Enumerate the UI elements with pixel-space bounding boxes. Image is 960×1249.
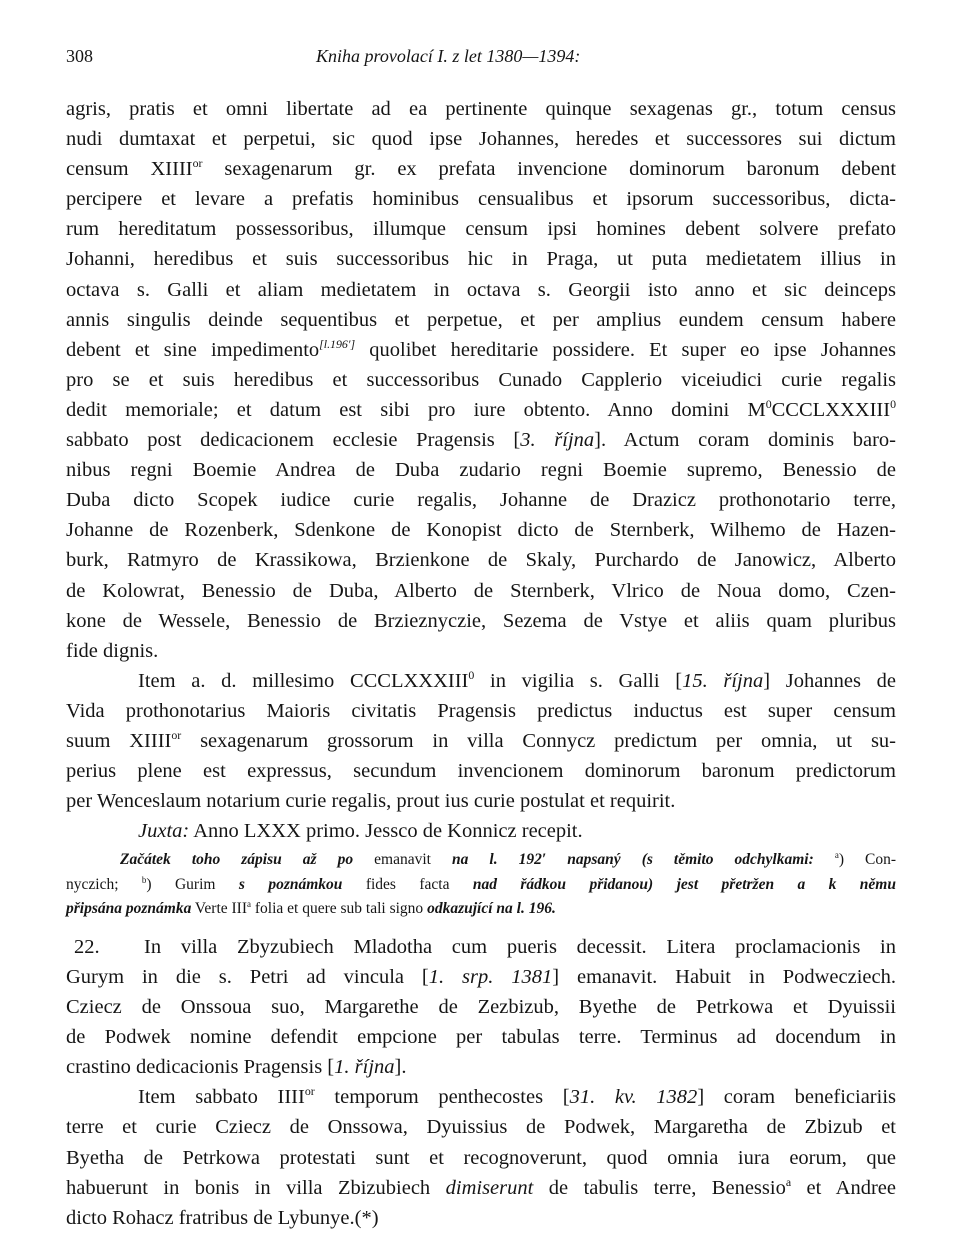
folio-reference: [l.196′] bbox=[319, 336, 356, 351]
juxta-note: Juxta: Anno LXXX primo. Jessco de Konnicz recepit. bbox=[138, 820, 583, 843]
text-line: Item sabbato $IIII^{or}$ temporum penthecostes [31. kv. 1382] coram beneficiariis bbox=[138, 1084, 896, 1109]
text-line: rum hereditatum possessoribus, illumque censum ipsi homines debent solvere prefato bbox=[66, 218, 896, 241]
text-line: habuerunt in bonis in villa Zbizubiech dimiserunt de tabulis terre, Benessio$^a$ et Andree bbox=[66, 1174, 896, 1199]
text-line: kone de Wessele, Benessio de Brzieznyczie, Sezema de Vstye et aliis quam pluribus bbox=[66, 609, 896, 632]
text-line: nudi dumtaxat et perpetui, sic quod ipse Johannes, heredes et successores sui dictum bbox=[66, 128, 896, 151]
editorial-note-line: připsána poznámka Verte III$^a$ folia et quere sub tali signo odkazující na l. 196. bbox=[66, 899, 556, 918]
text-line: suum $XIIII^{or}$ sexagenarum grossorum in villa Connycz predictum per omnia, ut su- bbox=[66, 728, 896, 752]
page-body bbox=[66, 94, 896, 1233]
text-line: Vida prothonotarius Maioris civitatis Pragensis predictus inductus est super censum bbox=[66, 699, 896, 722]
entry-number: 22. bbox=[74, 935, 100, 958]
text-line: dicto Rohacz fratribus de Lybunye.(*) bbox=[66, 1206, 379, 1229]
text-line: octava s. Galli et aliam medietatem in octava s. Georgii isto anno et sic deinceps bbox=[66, 278, 896, 301]
text-line: Johanni, heredibus et suis successoribus hic in Praga, ut puta medietatem illius in bbox=[66, 248, 896, 271]
text-line: 22. In villa Zbyzubiech Mladotha cum pueris decessit. Litera proclamacionis in bbox=[66, 932, 896, 962]
page-number: 308 bbox=[66, 46, 93, 66]
running-header bbox=[66, 46, 896, 72]
text-line: annis singulis deinde sequentibus et perpetue, et per amplius eundem censum habere bbox=[66, 308, 896, 331]
text-line: debent et sine impedimento[l.196′] quolibet hereditarie possidere. Et super eo ipse Johannes bbox=[66, 336, 896, 361]
text-line: Cziecz de Onssoua suo, Margarethe de Zezbizub, Byethe de Petrkowa et Dyuissii bbox=[66, 996, 896, 1019]
text-line: de Podwek nomine defendit empcione per tabulas terre. Terminus ad docendum in bbox=[66, 1026, 896, 1049]
text-line: Gurym in die s. Petri ad vincula [1. srp. 1381] emanavit. Habuit in Podwecziech. bbox=[66, 965, 896, 988]
text-line: percipere et levare a prefatis hominibus censualibus et ipsorum successoribus, dicta- bbox=[66, 188, 896, 211]
text-line: pro se et suis heredibus et successoribus Cunado Capplerio viceiudici curie regalis bbox=[66, 368, 896, 391]
editorial-note-line: nyczich; $^b$) Gurim s poznámkou fides facta nad řádkou přidanou) jest přetržen a k němu bbox=[66, 874, 896, 893]
running-title: Kniha provolací I. z let 1380—1394: bbox=[316, 46, 581, 66]
text-line: agris, pratis et omni libertate ad ea pertinente quinque sexagenas gr., totum census bbox=[66, 98, 896, 120]
text-line: censum $XIIII^{or}$ sexagenarum gr. ex prefata invencione dominorum baronum debent bbox=[66, 156, 897, 181]
text-line: sabbato post dedicacionem ecclesie Pragensis [3. října]. Actum coram dominis baro- bbox=[66, 429, 896, 452]
text-line: crastino dedicacionis Pragensis [1. října]. bbox=[66, 1056, 407, 1079]
text-line: Duba dicto Scopek iudice curie regalis, Johanne de Drazicz prothonotario terre, bbox=[66, 489, 896, 512]
text-line: de Kolowrat, Benessio de Duba, Alberto de Sternberk, Vlrico de Noua domo, Czen- bbox=[66, 579, 896, 602]
text-line: nibus regni Boemie Andrea de Duba zudario regni Boemie supremo, Benessio de bbox=[66, 459, 896, 482]
text-line: dedit memoriale; et datum est sibi pro iure obtento. Anno domini $M^0CCCLXXXIII^0$ bbox=[66, 397, 896, 421]
text-line: fide dignis. bbox=[66, 639, 159, 662]
text-line: Item a. d. millesimo CCCLXXXIII$^0$ in vigilia s. Galli [15. října] Johannes de bbox=[138, 667, 896, 692]
text-line: burk, Ratmyro de Krassikowa, Brzienkone de Skaly, Purchardo de Janowicz, Alberto bbox=[66, 549, 896, 572]
text-line: perius plene est expressus, secundum invencionem dominorum baronum predictorum bbox=[66, 760, 896, 783]
text-line: Byetha de Petrkowa protestati sunt et recognoverunt, quod omnia iura eorum, que bbox=[66, 1146, 896, 1169]
editorial-note-line: Začátek toho zápisu až po emanavit na l. 192′ napsaný (s těmito odchylkami: $^a$) Con- bbox=[120, 850, 897, 869]
text-line: Johanne de Rozenberk, Sdenkone de Konopist dicto de Sternberk, Wilhemo de Hazen- bbox=[66, 519, 896, 542]
text-line: terre et curie Cziecz de Onssowa, Dyuissius de Podwek, Margaretha de Zbizub et bbox=[66, 1116, 896, 1139]
text-line: per Wenceslaum notarium curie regalis, prout ius curie postulat et requirit. bbox=[66, 790, 676, 813]
